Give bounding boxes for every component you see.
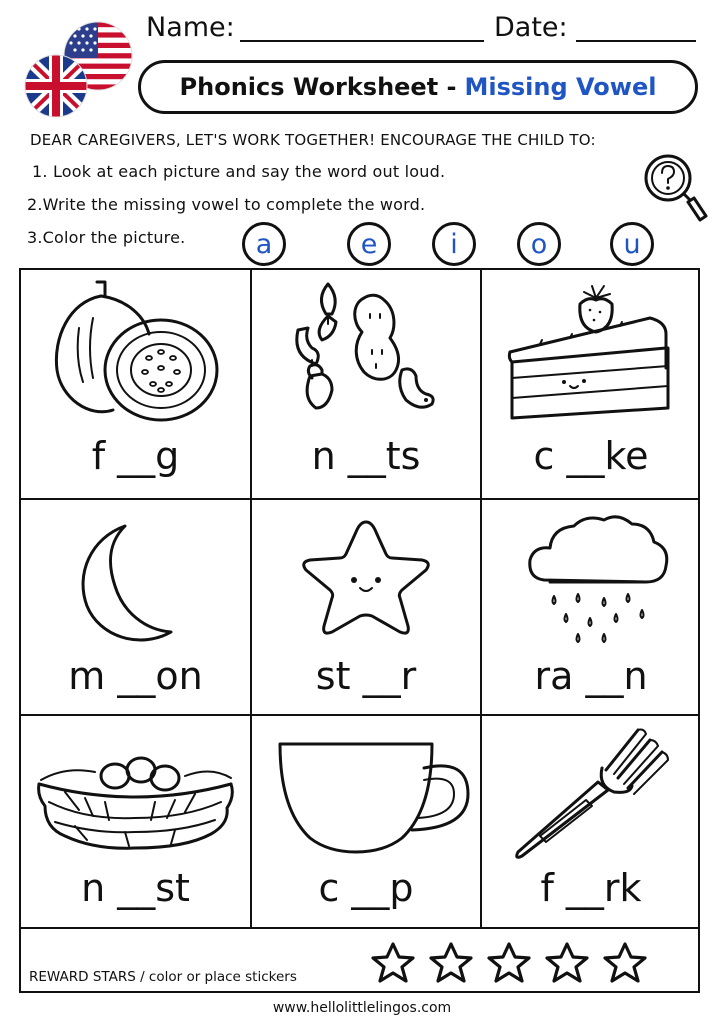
- nest-icon: [35, 736, 235, 856]
- moon-icon: [63, 520, 193, 650]
- instruction-step-1: 1. Look at each picture and say the word out loud.: [32, 162, 446, 181]
- flags-logo: [16, 14, 134, 122]
- title-part2: Missing Vowel: [464, 73, 657, 101]
- cell-nest: [21, 716, 252, 927]
- date-field[interactable]: [576, 40, 696, 42]
- cell-fork: [482, 716, 700, 927]
- reward-star-icon: [547, 944, 587, 981]
- reward-star-icon: [431, 944, 471, 981]
- reward-label: REWARD STARS / color or place stickers: [29, 969, 297, 985]
- instructions-intro: DEAR CAREGIVERS, LET'S WORK TOGETHER! ENCOURAGE THE CHILD TO:: [30, 131, 596, 149]
- vowel-u: u: [610, 222, 654, 266]
- word-cake: c __ke: [533, 434, 649, 478]
- vowel-a: a: [242, 222, 286, 266]
- fig-icon: [49, 278, 219, 428]
- word-moon: m __on: [68, 654, 203, 698]
- name-field[interactable]: [240, 40, 484, 42]
- reward-star-icon: [373, 944, 413, 981]
- reward-section: [19, 929, 700, 993]
- footer-url: www.hellolittlelingos.com: [272, 1000, 452, 1016]
- rain-cloud-icon: [524, 510, 674, 650]
- cell-nuts: [252, 270, 482, 500]
- word-rain: ra __n: [534, 654, 648, 698]
- cell-fig: [21, 270, 252, 500]
- word-fork: f __rk: [540, 866, 642, 910]
- worksheet-title: [138, 60, 698, 114]
- reward-star-icon: [605, 944, 645, 981]
- instruction-step-2: 2.Write the missing vowel to complete the word.: [27, 195, 426, 214]
- date-label: Date:: [494, 12, 568, 43]
- instruction-step-3: 3.Color the picture.: [27, 228, 186, 247]
- word-cup: c __p: [318, 866, 414, 910]
- cell-cake: [482, 270, 700, 500]
- cell-moon: [21, 500, 252, 716]
- cell-cup: [252, 716, 482, 927]
- cup-icon: [272, 734, 472, 864]
- nuts-icon: [292, 278, 452, 428]
- magnifier-question-icon: [640, 150, 708, 234]
- picture-grid: [19, 268, 700, 929]
- word-nuts: n __ts: [311, 434, 421, 478]
- vowel-o: o: [517, 222, 561, 266]
- word-star: st __r: [315, 654, 417, 698]
- title-part1: Phonics Worksheet -: [179, 73, 457, 101]
- vowel-e: e: [347, 222, 391, 266]
- cell-star: [252, 500, 482, 716]
- name-label: Name:: [146, 12, 235, 43]
- fork-icon: [510, 724, 680, 864]
- reward-stars: [371, 941, 696, 985]
- vowel-i: i: [432, 222, 476, 266]
- reward-star-icon: [489, 944, 529, 981]
- word-fig: f __g: [91, 434, 180, 478]
- cake-icon: [500, 278, 690, 428]
- cell-rain: [482, 500, 700, 716]
- star-icon: [296, 518, 436, 638]
- word-nest: n __st: [81, 866, 190, 910]
